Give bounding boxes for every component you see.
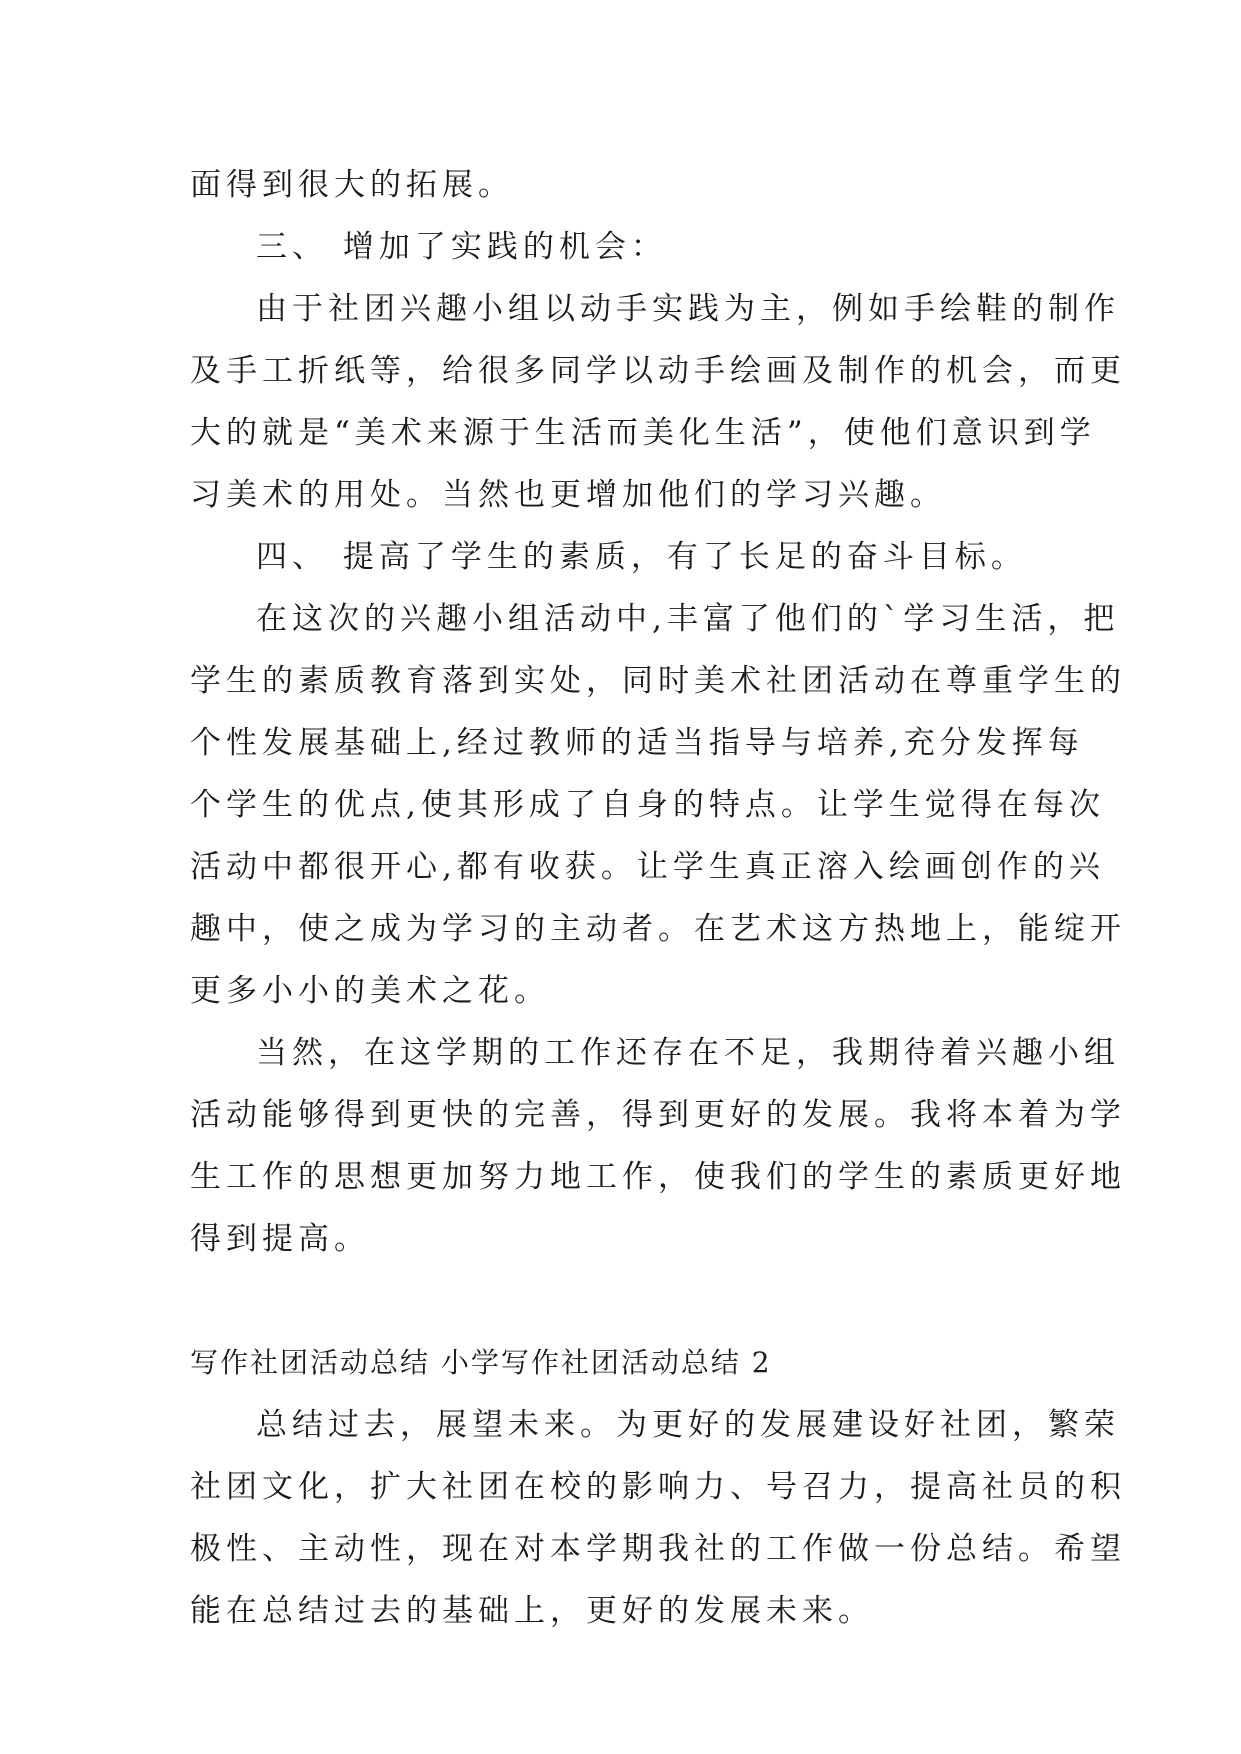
paragraph-gap xyxy=(190,1270,1050,1332)
text-line: 得到提高。 xyxy=(190,1221,370,1257)
text-line: 个学生的优点,使其形成了自身的特点。让学生觉得在每次 xyxy=(190,787,1105,823)
text-line: 个性发展基础上,经过教师的适当指导与培养,充分发挥每 xyxy=(190,725,1084,761)
text-line: 能在总结过去的基础上，更好的发展未来。 xyxy=(190,1593,874,1629)
text-line: 总结过去，展望未来。为更好的发展建设好社团，繁荣 xyxy=(256,1407,1120,1443)
text-line: 大的就是“美术来源于生活而美化生活”，使他们意识到学 xyxy=(190,415,1096,451)
text-line: 趣中，使之成为学习的主动者。在艺术这方热地上，能绽开 xyxy=(190,911,1126,947)
text-line: 生工作的思想更加努力地工作，使我们的学生的素质更好地 xyxy=(190,1159,1126,1195)
text-line: 在这次的兴趣小组活动中,丰富了他们的`学习生活，把 xyxy=(256,601,1120,637)
section-heading-four: 四、 提高了学生的素质，有了长足的奋斗目标。 xyxy=(256,539,1027,575)
article-title: 写作社团活动总结 小学写作社团活动总结 2 xyxy=(190,1346,772,1379)
text-line: 学生的素质教育落到实处，同时美术社团活动在尊重学生的 xyxy=(190,663,1126,699)
text-line: 及手工折纸等，给很多同学以动手绘画及制作的机会，而更 xyxy=(190,353,1126,389)
section-heading-three: 三、 增加了实践的机会： xyxy=(256,229,667,265)
text-line: 面得到很大的拓展。 xyxy=(190,167,514,203)
text-line: 更多小小的美术之花。 xyxy=(190,973,550,1009)
text-line: 活动中都很开心,都有收获。让学生真正溶入绘画创作的兴 xyxy=(190,849,1105,885)
text-line: 极性、主动性，现在对本学期我社的工作做一份总结。希望 xyxy=(190,1531,1126,1567)
document-body xyxy=(190,154,1126,1642)
text-line: 当然，在这学期的工作还存在不足，我期待着兴趣小组 xyxy=(256,1035,1120,1071)
text-line: 社团文化，扩大社团在校的影响力、号召力，提高社员的积 xyxy=(190,1469,1126,1505)
text-line: 由于社团兴趣小组以动手实践为主，例如手绘鞋的制作 xyxy=(256,291,1120,327)
text-line: 习美术的用处。当然也更增加他们的学习兴趣。 xyxy=(190,477,946,513)
text-line: 活动能够得到更快的完善，得到更好的发展。我将本着为学 xyxy=(190,1097,1126,1133)
